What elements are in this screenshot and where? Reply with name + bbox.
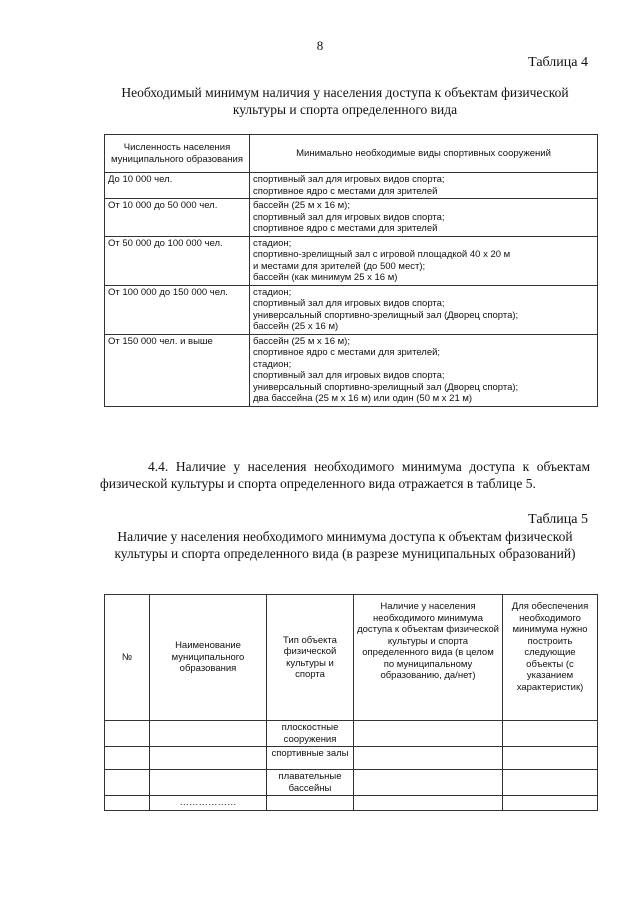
table5-header-needed: Для обеспечения необходимого минимума нужно построить следующие объекты (с указанием характеристик) xyxy=(503,595,598,721)
table4-cell-population: От 50 000 до 100 000 чел. xyxy=(105,236,250,285)
facility-line: и местами для зрителей (до 500 мест); xyxy=(253,260,426,272)
table5-cell-needed xyxy=(503,770,598,796)
table4-row xyxy=(105,236,598,285)
table5-cell-availability xyxy=(354,747,503,770)
table5-cell-name: ……………… xyxy=(150,796,267,811)
facility-line: бассейн (25 х 16 м) xyxy=(253,321,339,332)
table4-row xyxy=(105,199,598,237)
facility-line: бассейн (как минимум 25 х 16 м) xyxy=(253,272,398,283)
table4-label: Таблица 4 xyxy=(528,55,588,70)
table5-row xyxy=(105,721,598,747)
table4-row xyxy=(105,334,598,406)
table5-cell-needed xyxy=(503,747,598,770)
facility-line: стадион; xyxy=(253,286,292,298)
facility-line: спортивный зал для игровых видов спорта; xyxy=(253,298,445,309)
table4-header-population: Численность населения муниципального образования xyxy=(105,135,250,173)
table5-row xyxy=(105,796,598,811)
table4-cell-population: До 10 000 чел. xyxy=(105,173,250,199)
table5-header-num: № xyxy=(105,595,150,721)
table4-row xyxy=(105,173,598,199)
table4-cell-population: От 100 000 до 150 000 чел. xyxy=(105,285,250,334)
table5-cell-num xyxy=(105,796,150,811)
table5-cell-type: плавательные бассейны xyxy=(267,770,354,796)
table5-cell-type xyxy=(267,796,354,811)
table4-cell-facilities xyxy=(250,199,598,237)
facility-line: спортивное ядро с местами для зрителей xyxy=(253,223,438,234)
table5-cell-num xyxy=(105,747,150,770)
table5-title: Наличие у населения необходимого минимума доступа к объектам физической культуры и спорта определенного вида (в разрезе муниципальных образований) xyxy=(114,529,576,561)
facility-line: спортивно-зрелищный зал с игровой площадкой 40 х 20 м xyxy=(253,249,511,260)
facility-line: бассейн (25 м х 16 м); xyxy=(253,335,350,347)
table4-header-row xyxy=(105,135,598,173)
table5-cell-name xyxy=(150,721,267,747)
table4-cell-facilities xyxy=(250,173,598,199)
table4-cell-population: От 150 000 чел. и выше xyxy=(105,334,250,406)
facility-line: спортивный зал для игровых видов спорта; xyxy=(253,211,445,223)
table5-header-row xyxy=(105,595,598,721)
table4-header-facilities: Минимально необходимые виды спортивных сооружений xyxy=(250,135,598,173)
table5-row xyxy=(105,747,598,770)
table4-cell-facilities xyxy=(250,334,598,406)
facility-line: спортивный зал для игровых видов спорта; xyxy=(253,174,445,185)
table5-cell-num xyxy=(105,770,150,796)
table5-header-availability: Наличие у населения необходимого минимума доступа к объектам физической культуры и спорта определенного вида (в целом по муниципальному образованию, да/нет) xyxy=(354,595,503,721)
table5-header-name: Наименование муниципального образования xyxy=(150,595,267,721)
table5-label: Таблица 5 xyxy=(528,512,588,527)
facility-line: бассейн (25 м х 16 м); xyxy=(253,200,350,211)
table5 xyxy=(104,594,598,811)
table4-cell-facilities xyxy=(250,236,598,285)
table5-row xyxy=(105,770,598,796)
table4-title: Необходимый минимум наличия у населения доступа к объектам физической культуры и спорта определенного вида xyxy=(121,85,569,117)
table5-cell-name xyxy=(150,747,267,770)
table5-header-type: Тип объекта физической культуры и спорта xyxy=(267,595,354,721)
facility-line: спортивное ядро с местами для зрителей xyxy=(253,185,438,197)
facility-line: спортивное ядро с местами для зрителей; xyxy=(253,347,441,358)
table4-row xyxy=(105,285,598,334)
table5-cell-name xyxy=(150,770,267,796)
table5-cell-num xyxy=(105,721,150,747)
facility-line: два бассейна (25 м х 16 м) или один (50 м х 21 м) xyxy=(253,393,473,404)
facility-line: стадион; xyxy=(253,237,292,249)
table4 xyxy=(104,134,598,407)
section-paragraph: 4.4. Наличие у населения необходимого минимума доступа к объектам физической культуры и спорта определенного вида отражается в таблице 5. xyxy=(100,459,590,491)
table5-cell-needed xyxy=(503,796,598,811)
table5-cell-availability xyxy=(354,770,503,796)
facility-line: спортивный зал для игровых видов спорта; xyxy=(253,370,445,381)
table5-cell-availability xyxy=(354,721,503,747)
table5-cell-needed xyxy=(503,721,598,747)
table5-cell-type: спортивные залы xyxy=(267,747,354,770)
facility-line: универсальный спортивно-зрелищный зал (Дворец спорта); xyxy=(253,309,519,321)
page-number: 8 xyxy=(316,38,324,53)
table4-cell-facilities xyxy=(250,285,598,334)
table5-cell-availability xyxy=(354,796,503,811)
facility-line: универсальный спортивно-зрелищный зал (Дворец спорта); xyxy=(253,381,519,393)
table4-cell-population: От 10 000 до 50 000 чел. xyxy=(105,199,250,237)
facility-line: стадион; xyxy=(253,358,292,370)
table5-cell-type: плоскостные сооружения xyxy=(267,721,354,747)
